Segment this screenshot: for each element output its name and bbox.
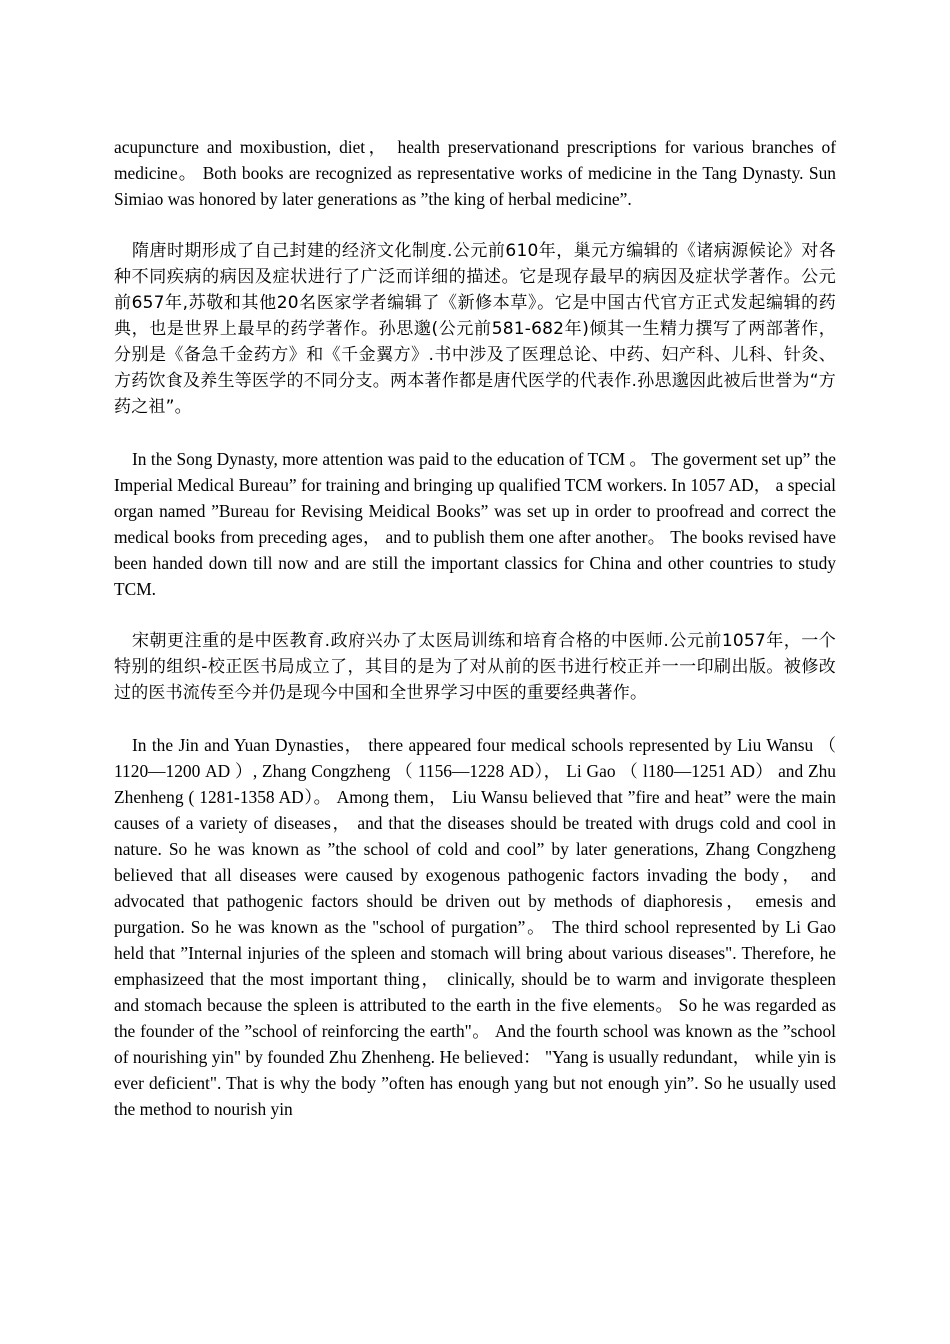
paragraph-en-sun-simiao: acupuncture and moxibustion, diet， health preservationand prescriptions for various branches of medicine。 Both books are recognized as representative works of medicine in the Tang Dynasty. Sun Simiao was honored by later generations as ”the king of herbal medicine”. [114,137,836,209]
document-page [114,134,836,1148]
paragraph-zh-sui-tang: 隋唐时期形成了自己封建的经济文化制度.公元前610年，巢元方编辑的《诸病源候论》对各种不同疾病的病因及症状进行了广泛而详细的描述。它是现存最早的病因及症状学著作。公元前657年,苏敬和其他20名医家学者编辑了《新修本草》。它是中国古代官方正式发起编辑的药典，也是世界上最早的药学著作。孙思邈(公元前581-682年)倾其一生精力撰写了两部著作，分别是《备急千金药方》和《千金翼方》.书中涉及了医理总论、中药、妇产科、儿科、针灸、方药饮食及养生等医学的不同分支。两本著作都是唐代医学的代表作.孙思邈因此被后世誉为“方药之祖”。 [114,241,836,417]
paragraph-zh-song-dynasty: 宋朝更注重的是中医教育.政府兴办了太医局训练和培育合格的中医师.公元前1057年，一个特别的组织-校正医书局成立了，其目的是为了对从前的医书进行校正并一一印刷出版。被修改过的医书流传至今并仍是现今中国和全世界学习中医的重要经典著作。 [114,631,836,703]
paragraph-en-song-dynasty: In the Song Dynasty, more attention was paid to the education of TCM 。 The goverment set up” the Imperial Medical Bureau” for training and bringing up qualified TCM workers. In 1057 AD， a special organ named ”Bureau for Revising Meidical Books” was set up in order to proofread and correct the medical books from preceding ages， and to publish them one after another。 The books revised have been handed down till now and are still the important classics for China and other countries to study TCM. [114,449,836,599]
paragraph-en-jin-yuan: In the Jin and Yuan Dynasties， there appeared four medical schools represented by Liu Wansu （ 1120—1200 AD ）, Zhang Congzheng （ 1156—1228 AD）， Li Gao （ l180—1251 AD） and Zhu Zhenheng ( 1281-1358 AD）。 Among them， Liu Wansu believed that ”fire and heat” were the main causes of a variety of diseases， and that the diseases should be treated with drugs cold and cool in nature. So he was known as ”the school of cold and cool” by later generations, Zhang Congzheng believed that all diseases were caused by exogenous pathogenic factors invading the body， and advocated that pathogenic factors should be driven out by methods of diaphoresis， emesis and purgation. So he was known as the "school of purgation”。 The third school represented by Li Gao held that ”Internal injuries of the spleen and stomach will bring about various diseases". Therefore, he emphasizeed that the most important thing， clinically, should be to warm and invigorate thespleen and stomach because the spleen is attributed to the earth in the five elements。 So he was regarded as the founder of the ”school of reinforcing the earth"。 And the fourth school was known as the ”school of nourishing yin" by founded Zhu Zhenheng. He believed： "Yang is usually redundant， while yin is ever deficient". That is why the body ”often has enough yang but not enough yin”. So he usually used the method to nourish yin [114,735,836,1119]
